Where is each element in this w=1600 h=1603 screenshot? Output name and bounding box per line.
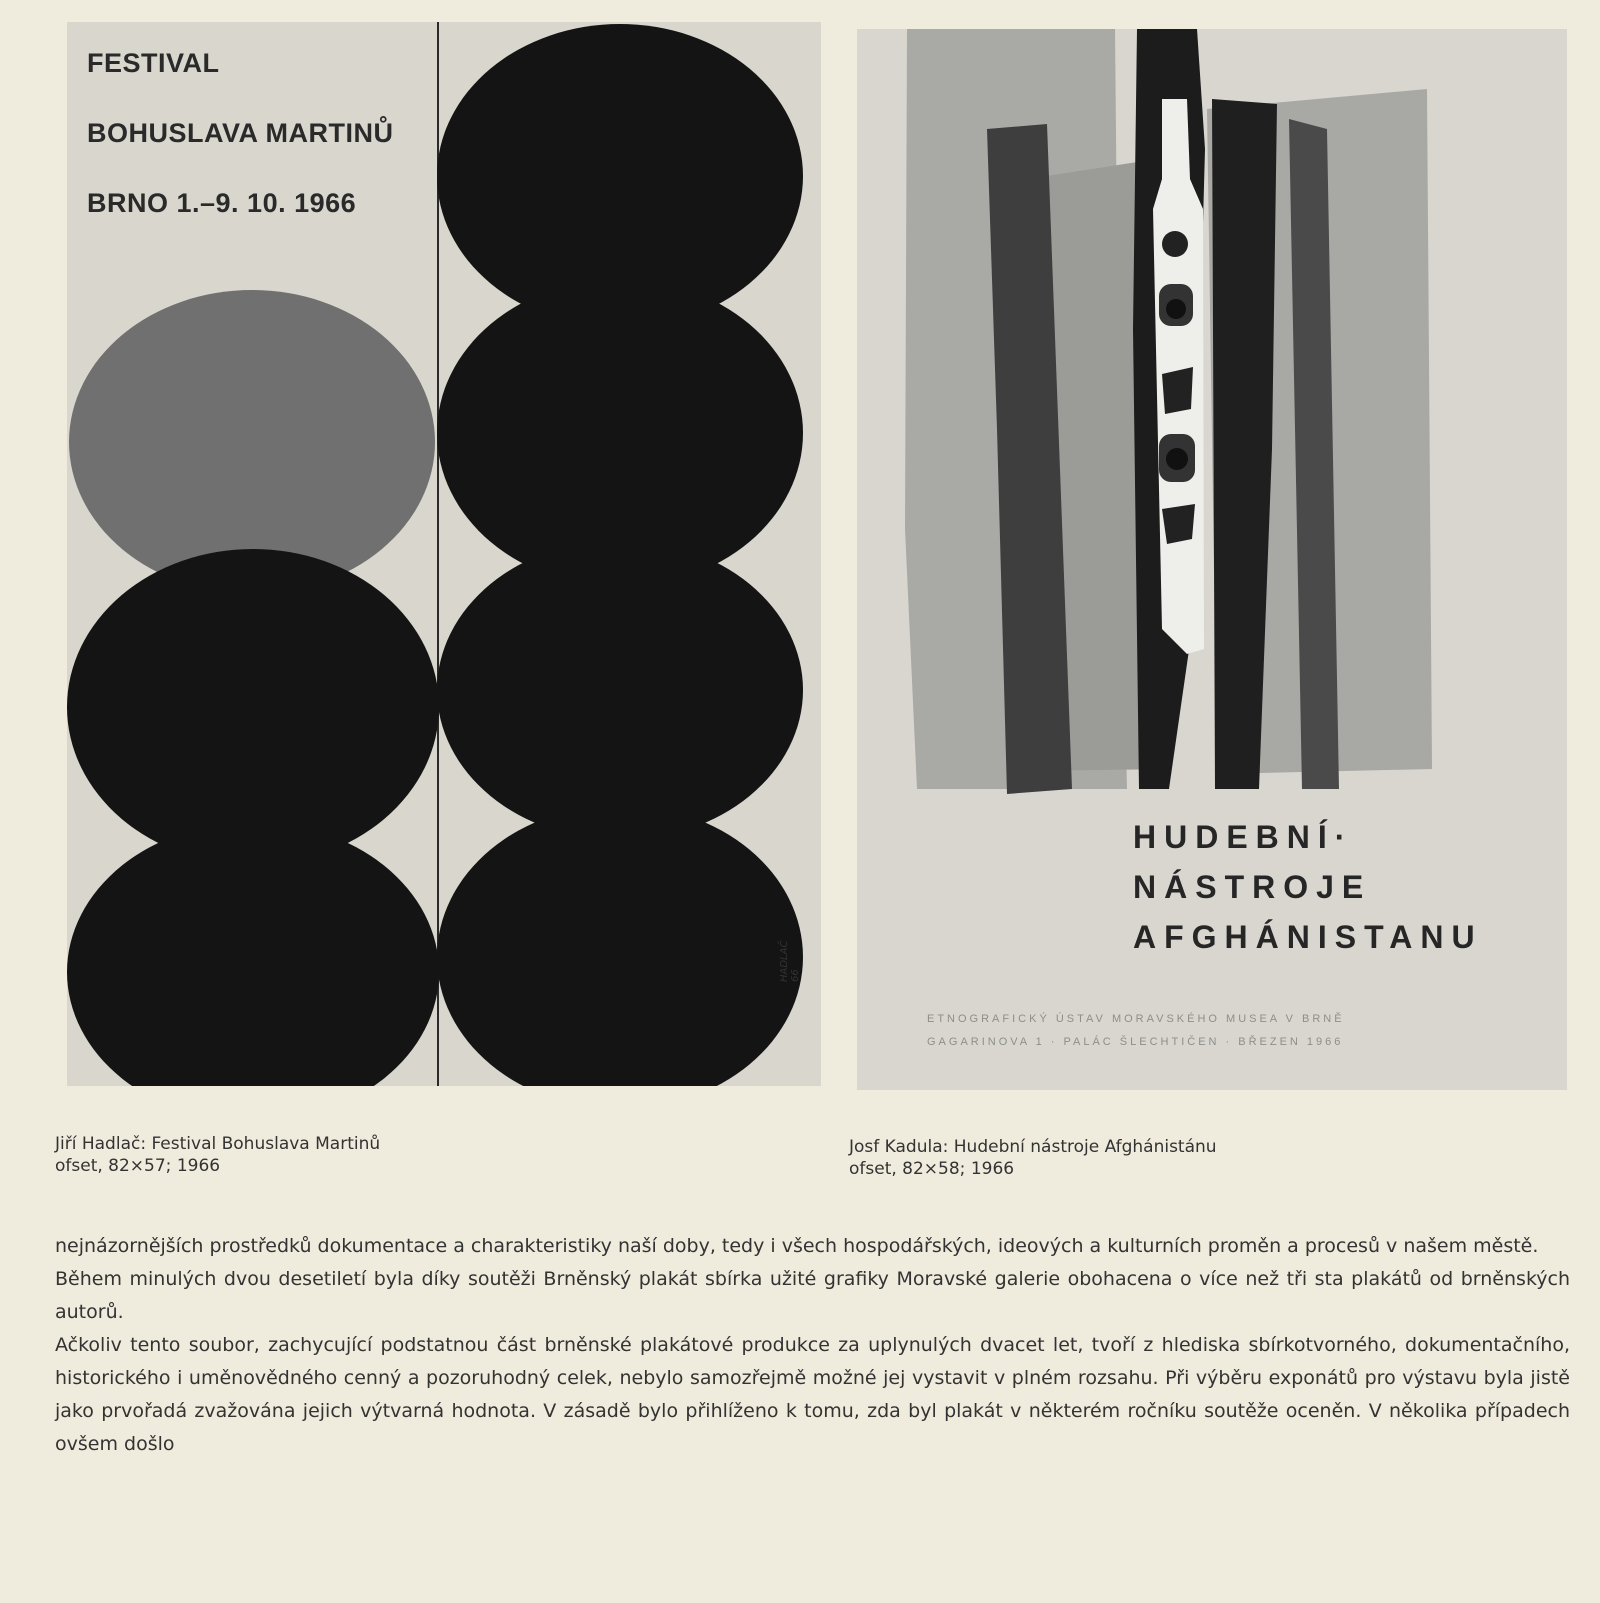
oval-black xyxy=(437,540,803,840)
caption-details: ofset, 82×57; 1966 xyxy=(55,1156,221,1176)
poster-festival-artwork xyxy=(67,22,821,1086)
poster-title-line: AFGHÁNISTANU xyxy=(1133,919,1483,955)
flute-hole xyxy=(1166,299,1186,319)
poster-title-line: HUDEBNÍ· xyxy=(1133,819,1354,855)
poster-subtitle: GAGARINOVA 1 · PALÁC ŠLECHTIČEN · BŘEZEN 1966 xyxy=(927,1036,1344,1048)
paragraph: Během minulých dvou desetiletí byla díky soutěži Brněnský plakát sbírka užité grafiky Moravské galerie obohacena o více než tři sta plakátů od brněnských autorů. xyxy=(55,1268,1570,1323)
flute-hole xyxy=(1162,367,1193,414)
poster-title-line: BOHUSLAVA MARTINŮ xyxy=(87,118,394,148)
poster-title-line: BRNO 1.–9. 10. 1966 xyxy=(87,188,357,218)
poster-festival-martinu xyxy=(67,22,821,1086)
caption-title: Josf Kadula: Hudební nástroje Afghánistánu xyxy=(849,1137,1217,1157)
poster-title-line: FESTIVAL xyxy=(87,48,220,78)
flute-hole xyxy=(1162,504,1195,544)
paragraph: Ačkoliv tento soubor, zachycující podstatnou část brněnské plakátové produkce za uplynulých dvacet let, tvoří z hlediska sbírkotvorného, dokumentačního, historického i uměnovědného cenný a pozoruhodný celek, nebylo samozřejmě možné jej vystavit v plném rozsahu. Při výběru exponátů pro výstavu byla jistě jako prvořadá zvažována jejich výtvarná hodnota. V zásadě bylo přihlíženo k tomu, zda byl plakát v některém ročníku soutěže oceněn. V několika případech ovšem došlo xyxy=(55,1334,1570,1455)
artist-signature: HADLAČ 66 xyxy=(779,940,801,982)
flute-hole xyxy=(1162,231,1188,257)
oval-black xyxy=(67,822,439,1086)
flute-hole xyxy=(1166,448,1188,470)
poster-hudebni-nastroje xyxy=(857,29,1567,1090)
oval-black xyxy=(437,805,803,1086)
paragraph: nejnázornějších prostředků dokumentace a charakteristiky naší doby, tedy i všech hospodářských, ideových a kulturních proměn a procesů v našem městě. xyxy=(55,1235,1539,1257)
oval-black xyxy=(67,549,439,865)
caption-title: Jiří Hadlač: Festival Bohuslava Martinů xyxy=(55,1134,381,1154)
caption-details: ofset, 82×58; 1966 xyxy=(849,1159,1015,1179)
poster-title-line: NÁSTROJE xyxy=(1133,869,1372,905)
poster-subtitle: ETNOGRAFICKÝ ÚSTAV MORAVSKÉHO MUSEA V BRNĚ xyxy=(927,1013,1345,1025)
body-text xyxy=(55,1230,1570,1461)
caption-left xyxy=(55,1133,380,1177)
caption-right xyxy=(849,1136,1217,1180)
oval-grey xyxy=(69,290,435,594)
